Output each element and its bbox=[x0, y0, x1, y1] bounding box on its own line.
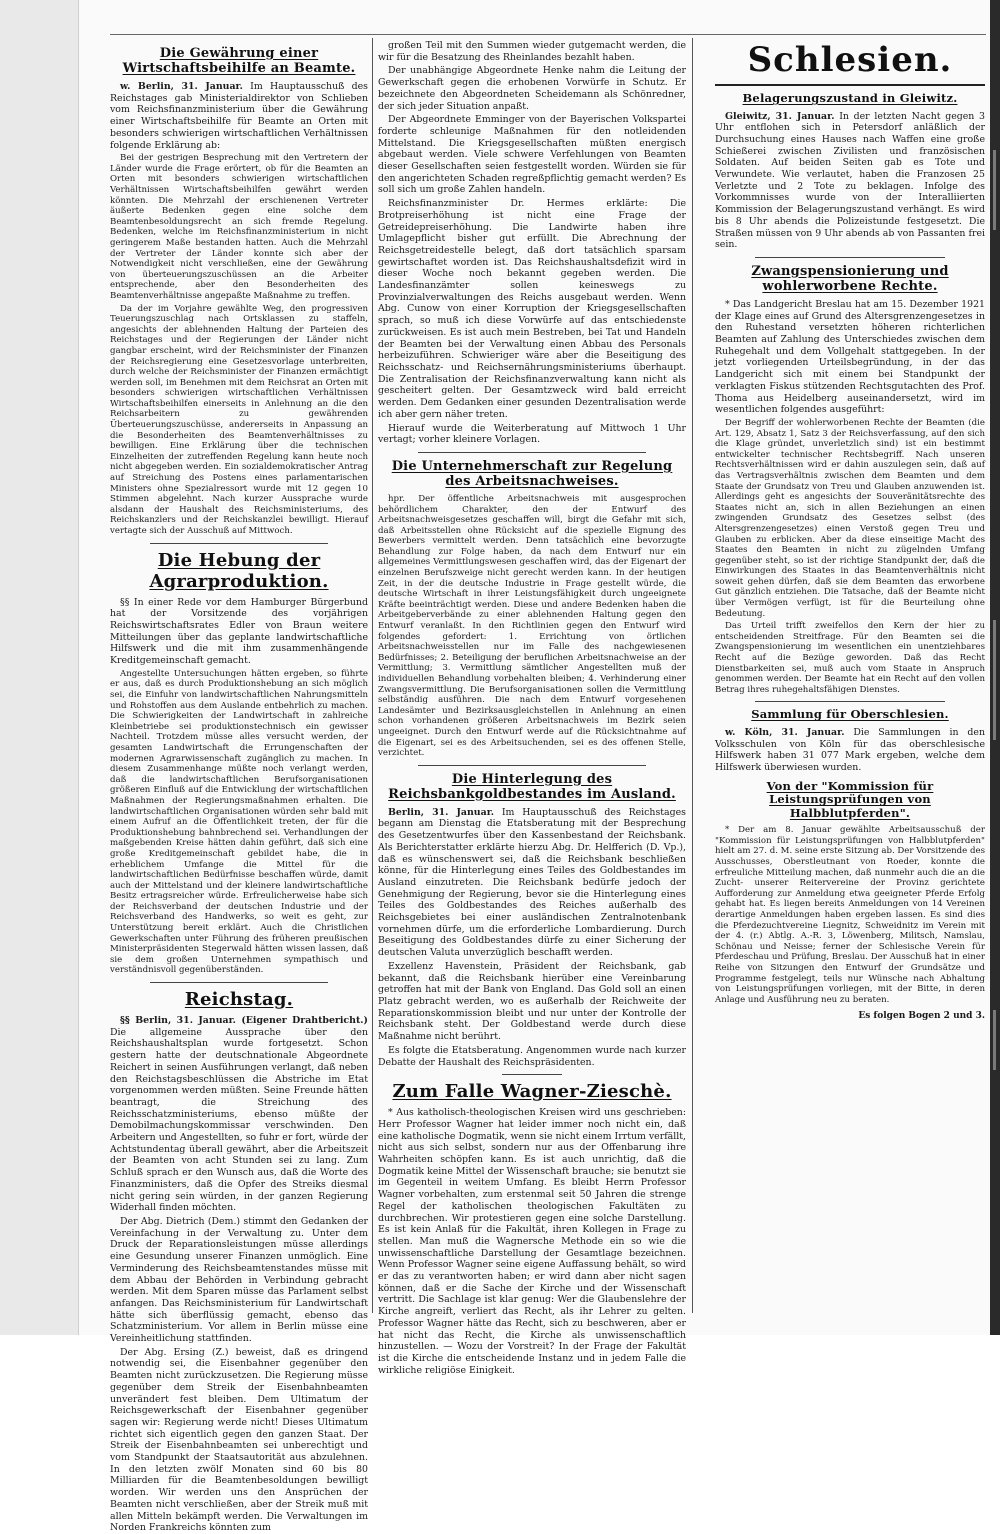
article-reichstag bbox=[110, 989, 368, 1534]
column-rule-1 bbox=[372, 38, 373, 1313]
banner-rule bbox=[715, 84, 985, 86]
paragraph: * Der am 8. Januar gewählte Arbeitsausschuß der "Kommission für Leistungsprüfungen von Halbblutpferden" hielt am 27. d. M. seine erste Sitzung ab. Der Vorsitzende des Ausschusses, Oberstleutnant von Roeder, konnte die erfreuliche Mitteilung machen, daß nunmehr auch die an die Zucht- unserer Reitervereine der Provinz gerichtete Aufforderung zur Anmeldung etwa geeigneter Pferde Erfolg gehabt hat. Es liegen bereits Anmeldungen von 14 Vereinen derartige Anmeldungen haben ergeben lassen. Es sind dies die Pferdezuchtvereine Liegnitz, Schweidnitz im Verein mit der 4. (r.) Abtlg. A.-R. 3, Löwenberg, Militsch, Namslau, Schönau und Neisse; ferner der Schlesische Verein für Pferdeschau und Prüfung, Breslau. Der Ausschuß hat in einer Reihe von Sitzungen den Entwurf der Grundsätze und Programme festgelegt, teils nur Wünsche nach Abhaltung von Leistungsprüfungen vorliegen, mit der Bitte, in deren Anlage und Ausführung neu zu beraten. bbox=[715, 825, 986, 1005]
paragraph: Der Begriff der wohlerworbenen Rechte der Beamten (die Art. 129, Absatz 1, Satz 3 der Reichsverfassung, auf den sich die Klage gründet, unverletzlich sind) ist ein bestimmt entwickelter technischer Rechtsbegriff. Nach unseren Rechtsverhältnissen wird er dahin auszulegen sein, daß auf das Vertragsverhältnis zwischen dem Beamten und dem Staate der Grundsatz von Treu und Glauben anzuwenden ist. Allerdings geht es angesichts der Souveränitätsrechte des Staates nicht an, sich in allen Beziehungen an einen zwingenden Grundsatz des Gesetzes selbst (des Altersgrenzengesetzes) einen Verstoß gegen Treu und Glauben zu erblicken. Aber da diese einseitige Macht des Staates den Beamten in nicht zu zügelnden Umfang gegenüber steht, so ist der richtige Standpunkt der, daß die Einwirkungen des Staates in das Beamtenverhältnis nicht soweit gehen dürfen, daß sie dem Beamten das erworbene Gut gänzlich entziehen. Die Tatsache, daß der Beamte nicht über Vermögen verfügt, ist für die Beurteilung ohne Bedeutung. bbox=[715, 417, 985, 619]
column-2 bbox=[378, 40, 687, 1376]
headline-beamte: Die Gewährung einer Wirtschaftsbeihilfe an Beamte. bbox=[122, 46, 356, 76]
paragraph: Die allgemeine Aussprache über den Reichshaushaltsplan wurde fortgesetzt. Schon gestern hatte der deutschnationale Abgeordnete Reichert in seinen Ausführungen verlangt, daß neben den Reichstagsbeschlüssen die Abstriche im Etat vorgenommen werden müßten. Seine Freunde hätten beantragt, die Streichung des Reichsschatzministeriums, ebenso müßte der Demobilmachungskommissar verschwinden. Den Arbeitern und Angestellten, so fuhr er fort, würde der Achtstundentag überall gewährt, aber die Arbeitszeit der Beamten von acht Stunden sei zu lang. Zum Schluß sprach er den Wunsch aus, daß die Worte des Finanzministers, daß die Opfer des Streiks diesmal nicht gering sein würden, in der ganzen Regierung Widerhall finden möchten. bbox=[110, 1026, 368, 1214]
dateline: w. Berlin, 31. Januar. bbox=[120, 81, 243, 92]
separator bbox=[150, 543, 328, 544]
column-1 bbox=[110, 40, 368, 1534]
headline-gleiwitz: Belagerungszustand in Gleiwitz. bbox=[742, 91, 958, 105]
headline-sammlung: Sammlung für Oberschlesien. bbox=[751, 707, 949, 722]
paragraph: Der Abg. Ersing (Z.) beweist, daß es dringend notwendig sei, die Eisenbahner gegenüber den Beamten nicht zurückzusetzen. Die Regierung müsse gegenüber dem Streik der Eisenbahnbeamten unverändert fest bleiben. Dem Ultimatum der Reichsgewerkschaft der Eisenbahner gegenüber sagen wir: Regierung werde nicht! Dieses Ultimatum richtet sich eigentlich gegen den ganzen Staat. Der Streik der Eisenbahnbeamten sei unberechtigt und vom Standpunkt der Staatsautorität aus abzulehnen. In den letzten zwölf Monaten sind 60 bis 80 Milliarden für die Beamtenbesoldungen bewilligt worden. Wir werden uns den Ansprüchen der Beamten nicht verschließen, aber der Streik muß mit allen Mitteln bekämpft werden. Die Verwaltungen im Norden Frankreichs könnten zum bbox=[110, 1346, 368, 1534]
headline-agrar: Die Hebung der Agrarproduktion. bbox=[149, 549, 329, 592]
article-arbeitsnachweis bbox=[378, 459, 686, 759]
paragraph: Es folgte die Etatsberatung. Angenommen wurde nach kurzer Debatte der Haushalt des Reichspräsidenten. bbox=[378, 1044, 686, 1068]
headline-zwangspensionierung: Zwangspensionierung und wohlerworbene Rechte. bbox=[751, 263, 949, 294]
paragraph: großen Teil mit den Summen wieder gutgemacht werden, die wir für die Besatzung des Rheinlandes bezahlt haben. bbox=[378, 40, 686, 63]
paragraph: §§ In einer Rede vor dem Hamburger Bürgerbund hat der Vorsitzende des vorjährigen Reichswirtschaftsrates Edler von Braun weitere Mitteilungen über das geplante landwirtschaftliche Hilfswerk und die mit ihm zusammenhängende Kreditgemeinschaft gemacht. bbox=[110, 596, 368, 667]
article-sammlung bbox=[715, 708, 985, 773]
dateline: Gleiwitz, 31. Januar. bbox=[725, 110, 835, 122]
scan-right-edge bbox=[990, 0, 1000, 1335]
paragraph: Exzellenz Havenstein, Präsident der Reichsbank, gab bekannt, daß die Reichsbank hierüber eine Vereinbarung getroffen hat mit der Bank von England. Das Gold soll an einen Platz gebracht werden, wo es außerhalb der Reichweite der Reparationskommission bleibt und nur unter der Kontrolle der Reichsbank steht. Der Goldbestand werde durch diese Maßnahme nicht berührt. bbox=[378, 960, 686, 1043]
paragraph: Der Abgeordnete Emminger von der Bayerischen Volkspartei forderte schleunige Maßnahmen für den notleidenden Mittelstand. Die Kriegsgesellschaften müßten energisch abgebaut werden. Viele schwere Verfehlungen von Beamten dieser Gesellschaften seien festgestellt worden. Würden sie für den angerichteten Schaden regreßpflichtig gemacht werden? Es soll sich um große Zahlen handeln. bbox=[378, 114, 687, 196]
footer-note: Es folgen Bogen 2 und 3. bbox=[858, 1011, 985, 1022]
separator bbox=[150, 982, 328, 983]
top-rule bbox=[110, 34, 986, 35]
paragraph: Der Abg. Dietrich (Dem.) stimmt den Gedanken der Vereinfachung in der Verwaltung zu. Unter dem Druck der Reparationsleistungen müsse allerdings eine Gesundung unserer Finanzen unmöglich. Eine Verminderung des Reichsbeamtenstandes müsse mit dem Abbau der Behörden in Verbindung gebracht werden. Mit dem Sparen müsse das Parlament selbst anfangen. Das Reichsministerium für Landwirtschaft hätte sich überflüssig gemacht, ebenso das Schatzministerium. Vor allem in Berlin müsse eine Vereinheitlichung stattfinden. bbox=[110, 1215, 368, 1345]
paragraph: Im Hauptausschuß des Reichstages gab Ministerialdirektor von Schlieben vom Reichsfinanzministerium über die Gewährung einer Wirtschaftsbeihilfe für Beamte an Orten mit besonders schwierigen wirtschaftlichen Verhältnissen folgende Erklärung ab: bbox=[110, 81, 368, 151]
article-reichsbankgold bbox=[378, 772, 686, 1068]
separator bbox=[418, 452, 646, 453]
paragraph: Der unabhängige Abgeordnete Henke nahm die Leitung der Gewerkschaft gegen die erhobenen Vorwürfe in Schutz. Er bezeichnete den Abgeordneten Scheidemann als Schönredner, der sich jeder Situation anpaßt. bbox=[378, 65, 686, 112]
paragraph: * Das Landgericht Breslau hat am 15. Dezember 1921 der Klage eines auf Grund des Altersgrenzengesetzes in den Ruhestand versetzten höheren richterlichen Beamten auf Zahlung des Unterschiedes zwischen dem Ruhegehalt und dem Vollgehalt stattgegeben. In der jetzt vorliegenden Urteilsbegründung, in der das Landgericht sich mit einem bei Standpunkt der verklagten Fiskus stützenden Rechtsgutachten des Prof. Thoma aus Heidelberg auseinandersetzt, wird im wesentlichen folgendes ausgeführt: bbox=[715, 298, 985, 416]
paragraph: Im Hauptausschuß des Reichstages begann am Dienstag die Etatsberatung mit der Besprechung des Gesetzentwurfes über den Kassenbestand der Reichsbank. Als Berichterstatter erklärte hierzu Abg. Dr. Helfferich (D. Vp.), daß es wünschenswert sei, daß die Reichsbank beschließen könne, für die Hinterlegung eines Teiles des Goldbestandes im Ausland einzutreten. Die Reichsbank bedürfe jedoch der Genehmigung der Regierung, bevor sie die Hinterlegung eines Teiles des Goldbestandes des Reiches außerhalb des Reichsgebietes bei einer ausländischen Zentralnotenbank vornehmen dürfe, um die erforderliche Lombardierung. Durch Beseitigung des Goldbestandes dürfe zu einer Sicherung der deutschen Valuta unverzüglich beschafft werden. bbox=[378, 806, 686, 959]
separator bbox=[418, 765, 646, 766]
column-3 bbox=[715, 40, 985, 1313]
dateline: w. Köln, 31. Januar. bbox=[725, 726, 845, 738]
dateline: §§ Berlin, 31. Januar. (Eigener Drahtbericht.) bbox=[120, 1015, 368, 1027]
headline-arbeitsnachweis: Die Unternehmerschaft zur Regelung des Arbeitsnachweises. bbox=[391, 458, 673, 489]
paragraph: In der letzten Nacht gegen 3 Uhr entflohen sich in Petersdorf anläßlich der Durchsuchung eines Hauses nach Waffen eine große Schießerei zwischen Zivilisten und französischen Soldaten. Auf beiden Seiten gab es Tote und Verwundete. Wie verlautet, haben die Franzosen 25 Verletzte und 2 Tote zu beklagen. Infolge des Vorkommnisses wurde von der Interalliierten Kommission der Belagerungszustand verhängt. Es wird bis 8 Uhr abends die Polizeistunde festgesetzt. Die Straßen müssen von 9 Uhr abends ab von Passanten frei sein. bbox=[715, 110, 985, 251]
dateline: Berlin, 31. Januar. bbox=[388, 806, 495, 818]
article-reichstag-continued bbox=[378, 40, 686, 446]
paragraph: Reichsfinanzminister Dr. Hermes erklärte: Die Brotpreiserhöhung ist nicht eine Frage der Getreidepreiserhöhung. Die Landwirte haben ihre Umlagepflicht bisher gut erfüllt. Die Abrechnung der Reichsgetreidestelle belegt, daß dort tatsächlich sparsam gewirtschaftet worden ist. Das Reichshaushaltsdefizit wird in dieser Woche noch bekannt gegeben werden. Die Landesfinanzämter sollen keineswegs zu Provinzialverwaltungen des Reichs ausgebaut werden. Wenn Abg. Cunow von einer Korruption der Kriegsgesellschaften sprach, so muß ich diese Vorwürfe auf das entschiedenste zurückweisen. Es ist auch mein Bestreben, bei Tat und Handeln der Beamten bei der Verwaltung einen Abbau des Personals herbeizuführen. Schwieriger wäre aber die Beseitigung des Reichsschatz- und Reichsernährungsministeriums überhaupt. Die Zentralisation der Reichsfinanzverwaltung kann nicht als gescheitert gelten. Der Gesamtzweck wird bald erreicht werden. Dem Gedanken einer gesunden Dezentralisation werde ich aber gern näher treten. bbox=[378, 198, 686, 420]
separator bbox=[755, 257, 945, 258]
article-zwangspensionierung bbox=[715, 264, 985, 695]
headline-reichsbankgold: Die Hinterlegung des Reichsbankgoldbestandes im Ausland. bbox=[388, 771, 676, 802]
article-wagner bbox=[378, 1081, 686, 1376]
article-gleiwitz bbox=[715, 92, 985, 251]
paragraph: Die Sammlungen in den Volksschulen von Köln für das oberschlesische Hilfswerk haben 31 077 Mark ergeben, welche dem Hilfswerk überwiesen wurden. bbox=[715, 726, 985, 774]
article-halbblut bbox=[715, 780, 985, 1006]
headline-reichstag: Reichstag. bbox=[184, 989, 294, 1011]
paragraph: Da der im Vorjahre gewählte Weg, den progressiven Teuerungszuschlag nach Ortsklassen zu staffeln, angesichts der ablehnenden Haltung der Parteien des Reichstages und der Regierungen der Länder nicht gangbar erscheint, wird der Reichsminister der Finanzen der Reichsregierung eine Gesetzesvorlage unterbreiten, durch welche der Reichsminister der Finanzen ermächtigt werden soll, im Benehmen mit dem Reichsrat an Orten mit besonders schwierigen wirtschaftlichen Verhältnissen Wirtschaftsbeihilfen einerseits in Anlehnung an die den Reichsarbeitern zu gewährenden Überteuerungszuschüsse, andererseits in Anpassung an die Besonderheiten des Beamtenverhältnisses zu bewilligen. Eine Erklärung über die technischen Einzelheiten der zutreffenden Regelung kann heute noch nicht abgegeben werden. Ein sozialdemokratischer Antrag auf Streichung des Postens eines parlamentarischen Ministers ohne Spezialressort wurde mit 12 gegen 10 Stimmen abgelehnt. Nach kurzer Aussprache wurde alsdann der Haushalt des Reichsministeriums, des Reichskanzlers und der Reichskanzlei bewilligt. Hierauf vertagte sich der Ausschuß auf Mittwoch. bbox=[110, 303, 368, 536]
section-banner: Schlesien. bbox=[747, 40, 953, 80]
paragraph: * Aus katholisch-theologischen Kreisen wird uns geschrieben: Herr Professor Wagner hat leider immer noch nicht ein, daß eine katholische Dogmatik, wenn sie nicht einem Irrtum verfällt, nicht aus sich selbst, sondern nur aus der Offenbarung ihre Wahrheiten schöpfen kann. Es ist auch unrichtig, daß die Dogmatik keine Mittel der Wissenschaft brauche; sie benutzt sie im Gegenteil in weitem Umfang. Es bleibt Herrn Professor Wagner vorbehalten, zum erstenmal seit 50 Jahren die strenge Regel der katholischen theologischen Fakultäten zu durchbrechen. Wir protestieren gegen eine solche Darstellung. Es ist kein Anlaß für die Fakultät, ihren Kollegen in Frage zu stellen. Man muß die Wagnersche Methode ein so wie die unwissenschaftliche Darstellung der Gesamtlage bezeichnen. Wenn Professor Wagner seine eigene Auffassung behält, so wird er das zu verantworten haben; er wird dann aber nicht sagen können, daß er die Sache der Kirche und der Wissenschaft vertritt. Die Sachlage ist klar genug: Wer die Glaubenslehre der Kirche angreift, verliert das Recht, als ihr Lehrer zu gelten. Professor Wagner hätte das Recht, sich zu beschweren, aber er hat nicht das Recht, die Kirche als unwissenschaftlich hinzustellen. — Wozu der Vorstreit? In der Frage der Fakultät ist die Kirche die entscheidende Instanz und in jedem Falle die wirkliche religiöse Einigkeit. bbox=[378, 1107, 687, 1376]
paragraph: Bei der gestrigen Besprechung mit den Vertretern der Länder wurde die Frage erörtert, ob für die Beamten an Orten mit besonders schwierigen wirtschaftlichen Verhältnissen Wirtschaftsbeihilfen gewährt werden könnten. Die Mehrzahl der erschienenen Vertreter äußerte Bedenken gegen eine solche dem Beamtenbesoldungsrecht an sich fremde Regelung. Bedenken, welche im Reichsfinanzministerium in nicht geringerem Maße bestanden hatten. Auch die Mehrzahl der Vertreter der Länder konnte sich aber der Notwendigkeit nicht verschließen, eine der Gewährung von überteuerungszuschüssen an die Arbeiter entsprechende, aber den Besonderheiten des Beamtenverhältnisse angepaßte Maßnahme zu treffen. bbox=[110, 153, 368, 301]
headline-wagner: Zum Falle Wagner-Zieschè. bbox=[392, 1081, 672, 1103]
headline-halbblut: Von der "Kommission für Leistungsprüfungen von Halbblutpferden". bbox=[766, 778, 934, 820]
paragraph: hpr. Der öffentliche Arbeitsnachweis mit ausgesprochen behördlichem Charakter, den der Entwurf des Arbeitsnachweisgesetzes geschaffen will, birgt die Gefahr mit sich, daß Arbeitsstellen ohne Rücksicht auf die spezielle Eignung des Bewerbers vermittelt werden. Denn tatsächlich eine bevorzugte Behandlung zur Folge haben, da nach dem Entwurf nur ein allgemeines Vermittlungswesen geschaffen wird, das der Eigenart der einzelnen Berufszweige nicht gerecht werden kann. In der heutigen Zeit, in der die deutsche Industrie in Frage gestellt würde, die deutsche Wirtschaft in ihrer Leistungsfähigkeit durch ungeeignete Kräfte beeinträchtigt werden. Diese und andere Bedenken haben die Arbeitgeberverbände zu einer ablehnenden Haltung gegen den Entwurf veranlaßt. In den Richtlinien gegen den Entwurf wird folgendes gefordert: 1. Errichtung von örtlichen Arbeitsnachweisstellen nur im Falle des nachgewiesenen Bedürfnisses; 2. Beteiligung der beruflichen Arbeitsnachweise an der Vermittlung; 3. Vermittlung sämtlicher Angestellten muß der individuellen Behandlung vorbehalten bleiben; 4. Verhinderung einer Zwangsvermittlung. Die Berufsorganisationen sollen die Vermittlung selbständig ausführen. Die nach dem Entwurf vorgesehenen Landesämter und Bezirksausgleichstellen in Anlehnung an einen schon vorhandenen größeren Arbeitsnachweis im Bezirk seien ungeeignet. Durch den Entwurf werde auf die Rücksichtnahme auf die Eigenart, sei es des Arbeitsuchenden, sei es des offenen Stelle, verzichtet. bbox=[378, 493, 686, 759]
article-agrar bbox=[110, 550, 368, 976]
scan-left-margin bbox=[0, 0, 79, 1335]
paragraph: Das Urteil trifft zweifellos den Kern der hier zu entscheidenden Streitfrage. Für den Beamten sei die Zwangspensionierung im wesentlichen ein unentziehbares Recht auf die Bezüge geworden. Daß das Recht Dienstbarkeiten sei, muß auch vom Staate in Anspruch genommen werden. Der Beamte hat ein Recht auf den vollen Betrag ihres ruhegehaltsfähigen Dienstes. bbox=[715, 621, 985, 695]
separator bbox=[755, 701, 945, 702]
column-rule-2 bbox=[692, 38, 693, 1313]
article-beamte bbox=[110, 46, 368, 537]
paragraph: Hierauf wurde die Weiterberatung auf Mittwoch 1 Uhr vertagt; vorher kleinere Vorlagen. bbox=[378, 422, 686, 446]
paragraph: Angestellte Untersuchungen hätten ergeben, so führte er aus, daß es durch Produktionshebung an sich möglich sei, die Einfuhr von landwirtschaftlichen Nahrungsmitteln und Rohstoffen aus dem Auslande entbehrlich zu machen. Die Schwierigkeiten der Landwirtschaft in zahlreiche Kleinbetriebe sei produktionstechnisch ein gewisser Nachteil. Trotzdem müsse alles versucht werden, der gesamten Landwirtschaft die Errungenschaften der modernen Agrarwissenschaft zugänglich zu machen. In diesem Zusammenhange müßte noch verlangt werden, daß die landwirtschaftlichen Berufsorganisationen größeren Einfluß auf die Entwicklung der wirtschaftlichen Maßnahmen der Regierungsmaßnahmen erhalten. Die landwirtschaftlichen Organisationen würden sehr bald mit einem Aufruf an die Öffentlichkeit treten, der für die Produktionshebung bahnbrechend sei. Verhandlungen der maßgebenden Kreise hätten dahin geführt, daß sich eine große Kreditgemeinschaft gebildet habe, die in erheblichem Umfange die Mittel für die landwirtschaftlichen Bedürfnisse beschaffen würde, damit auch der Mittelstand und der kleinere landwirtschaftliche Besitz ertragsreicher würde. Erfreulicherweise habe sich der Reichsverband der deutschen Industrie und der Reichsverband des Handwerks, so weit es geht, zur Unterstützung bereit erklärt. Auch die Christlichen Gewerkschaften unter Führung des früheren preußischen Ministerpräsidenten Stegerwald hätten wissen lassen, daß sie dem großen Unternehmen sympathisch und verständnisvoll gegenüberständen. bbox=[110, 668, 368, 976]
separator bbox=[502, 1074, 562, 1075]
